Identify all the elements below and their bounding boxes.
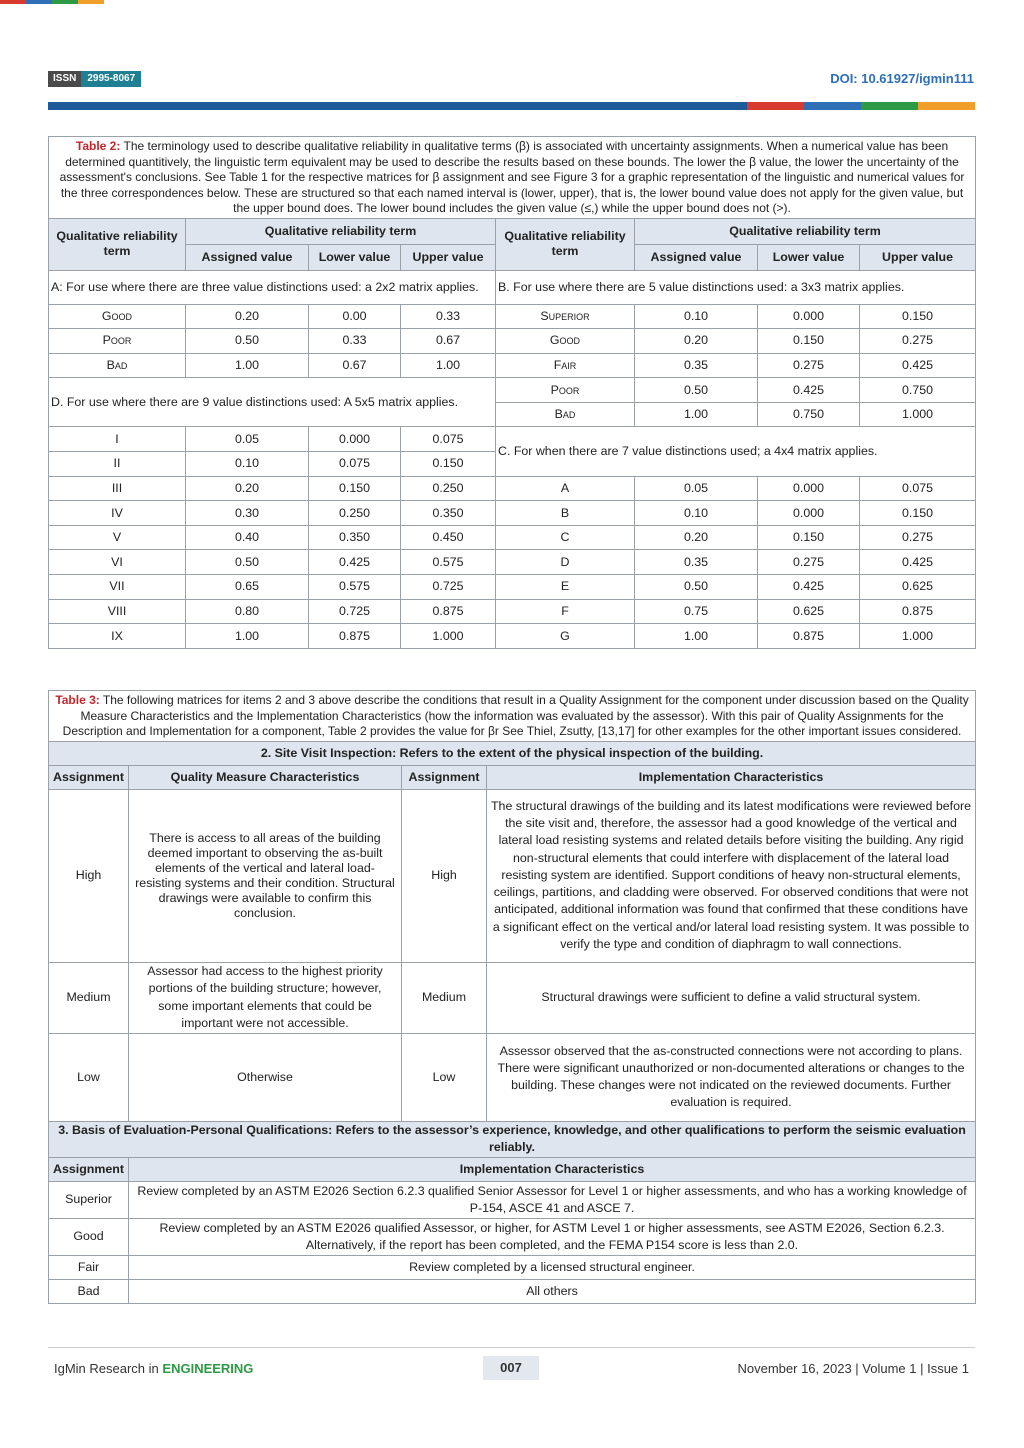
lower-cell: 0.00 xyxy=(309,304,401,329)
term-cell: IX xyxy=(49,624,186,649)
table-row xyxy=(49,962,976,1033)
assigned-cell: 0.10 xyxy=(635,304,758,329)
upper-cell: 0.725 xyxy=(401,575,496,600)
col-lower-right: Lower value xyxy=(758,244,860,270)
quality-cell: Otherwise xyxy=(129,1033,402,1121)
table-2-caption-text: The terminology used to describe qualitative reliability in qualitative terms (β) is associated with uncertainty assignments. When a numerical value has been determined quantitively, the linguistic term equivalent may be used to describe the results based on these bounds. The lower the β value, the lower the uncertainty of the assessment's conclusions. See Table 1 for the respective matrices for β assignment and see Figure 3 for a graphic representation of the linguistic and numerical values for the three correspondences below. These are structured so that each named interval is (lower, upper), that is, the lower bound value does not apply for the given value, but the upper bound does. The lower bound includes the given value (≤,) while the upper bound does not (>). xyxy=(59,139,965,215)
term-cell: E xyxy=(496,575,635,600)
lower-cell: 0.150 xyxy=(758,329,860,354)
upper-cell: 1.00 xyxy=(401,353,496,378)
implementation-cell: The structural drawings of the building and its latest modifications were reviewed before the site visit and, therefore, the assessor had a good knowledge of the vertical and lateral load resisting systems and related details before visiting the building. Any rigid non-structural elements that could interfere with displacement of the lateral load resisting system are identified. Support conditions of heavy non-structural elements, ceilings, partitions, and cladding were observed. For observed conditions that were not anticipated, additional information was found that confirmed that these conditions have a significant effect on the vertical and/or lateral load resisting system. It was possible to verify the type and condition of diaphragm to wall connections. xyxy=(487,789,976,962)
upper-cell: 0.450 xyxy=(401,525,496,550)
assigned-cell: 0.75 xyxy=(635,599,758,624)
assigned-cell: 1.00 xyxy=(635,402,758,427)
assigned-cell: 0.65 xyxy=(186,575,309,600)
term-cell: II xyxy=(49,452,186,477)
issn-value: 2995-8067 xyxy=(81,71,141,87)
table-3 xyxy=(48,690,976,1304)
assigned-cell: 0.80 xyxy=(186,599,309,624)
upper-cell: 0.625 xyxy=(860,575,976,600)
upper-cell: 0.575 xyxy=(401,550,496,575)
lower-cell: 0.350 xyxy=(309,525,401,550)
upper-cell: 0.425 xyxy=(860,353,976,378)
table-row xyxy=(49,599,976,624)
col-term-left: Qualitative reliability term xyxy=(49,218,186,270)
term-cell: Superior xyxy=(496,304,635,329)
section-b-title: B. For use where there are 5 value distinctions used: a 3x3 matrix applies. xyxy=(496,270,976,304)
col-group-right: Qualitative reliability term xyxy=(635,218,976,244)
journal-prefix: IgMin Research in xyxy=(54,1361,159,1376)
assigned-cell: 0.20 xyxy=(186,304,309,329)
table-3-caption xyxy=(49,691,976,742)
assigned-cell: 0.40 xyxy=(186,525,309,550)
upper-cell: 0.33 xyxy=(401,304,496,329)
lower-cell: 0.000 xyxy=(758,501,860,526)
lower-cell: 0.150 xyxy=(309,476,401,501)
table-row xyxy=(49,1218,976,1255)
lower-cell: 0.625 xyxy=(758,599,860,624)
assignment-cell: Good xyxy=(49,1218,129,1255)
col-implementation: Implementation Characteristics xyxy=(487,765,976,789)
term-cell: C xyxy=(496,525,635,550)
term-cell: Good xyxy=(49,304,186,329)
publication-date-volume: November 16, 2023 | Volume 1 | Issue 1 xyxy=(737,1361,969,1376)
quality-cell: Assessor had access to the highest priority portions of the building structure; however, some important elements that could be important were not accessible. xyxy=(129,962,402,1033)
upper-cell: 0.075 xyxy=(860,476,976,501)
assigned-cell: 0.05 xyxy=(186,427,309,452)
implementation-cell: Review completed by a licensed structural engineer. xyxy=(129,1255,976,1279)
assigned-cell: 0.10 xyxy=(186,452,309,477)
header-rule xyxy=(48,102,975,110)
assigned-cell: 0.30 xyxy=(186,501,309,526)
implementation-cell: Structural drawings were sufficient to define a valid structural system. xyxy=(487,962,976,1033)
term-cell: V xyxy=(49,525,186,550)
upper-cell: 0.875 xyxy=(401,599,496,624)
assigned-cell: 0.35 xyxy=(635,353,758,378)
assigned-cell: 0.10 xyxy=(635,501,758,526)
upper-cell: 0.350 xyxy=(401,501,496,526)
upper-cell: 0.075 xyxy=(401,427,496,452)
lower-cell: 0.67 xyxy=(309,353,401,378)
doi-link[interactable]: DOI: 10.61927/igmin111 xyxy=(830,71,974,86)
table-3-label: Table 3: xyxy=(55,693,100,707)
assigned-cell: 0.50 xyxy=(186,550,309,575)
upper-cell: 0.150 xyxy=(401,452,496,477)
table-row xyxy=(49,525,976,550)
col-lower-left: Lower value xyxy=(309,244,401,270)
col-group-left: Qualitative reliability term xyxy=(186,218,496,244)
assigned-cell: 1.00 xyxy=(635,624,758,649)
page-number: 007 xyxy=(483,1356,539,1380)
term-cell: Bad xyxy=(49,353,186,378)
table-row xyxy=(49,1255,976,1279)
journal-name xyxy=(54,1361,253,1376)
term-cell: D xyxy=(496,550,635,575)
assignment-cell: Medium xyxy=(402,962,487,1033)
table-row xyxy=(49,1033,976,1121)
col-quality: Quality Measure Characteristics xyxy=(129,765,402,789)
issn-label: ISSN xyxy=(48,71,81,87)
lower-cell: 0.875 xyxy=(309,624,401,649)
footer-divider xyxy=(48,1347,975,1348)
journal-field: ENGINEERING xyxy=(162,1361,254,1376)
lower-cell: 0.150 xyxy=(758,525,860,550)
top-color-strip xyxy=(0,0,104,4)
table-row xyxy=(49,501,976,526)
table-row xyxy=(49,329,976,354)
col-term-right: Qualitative reliability term xyxy=(496,218,635,270)
col-assigned-left: Assigned value xyxy=(186,244,309,270)
table-row xyxy=(49,353,976,378)
term-cell: Fair xyxy=(496,353,635,378)
lower-cell: 0.425 xyxy=(758,575,860,600)
assigned-cell: 1.00 xyxy=(186,624,309,649)
lower-cell: 0.750 xyxy=(758,402,860,427)
section-c-title: C. For when there are 7 value distinctions used; a 4x4 matrix applies. xyxy=(496,427,976,476)
lower-cell: 0.575 xyxy=(309,575,401,600)
upper-cell: 0.150 xyxy=(860,304,976,329)
assignment-cell: Superior xyxy=(49,1181,129,1218)
term-cell: VII xyxy=(49,575,186,600)
lower-cell: 0.425 xyxy=(309,550,401,575)
col-upper-right: Upper value xyxy=(860,244,976,270)
term-cell: A xyxy=(496,476,635,501)
assigned-cell: 0.05 xyxy=(635,476,758,501)
basis-col-assignment: Assignment xyxy=(49,1157,129,1181)
upper-cell: 0.425 xyxy=(860,550,976,575)
section-a-title: A: For use where there are three value distinctions used: a 2x2 matrix applies. xyxy=(49,270,496,304)
term-cell: B xyxy=(496,501,635,526)
term-cell: Good xyxy=(496,329,635,354)
term-cell: I xyxy=(49,427,186,452)
upper-cell: 0.875 xyxy=(860,599,976,624)
upper-cell: 0.250 xyxy=(401,476,496,501)
term-cell: IV xyxy=(49,501,186,526)
assignment-cell: High xyxy=(49,789,129,962)
term-cell: VIII xyxy=(49,599,186,624)
assigned-cell: 0.20 xyxy=(186,476,309,501)
upper-cell: 1.000 xyxy=(860,624,976,649)
assigned-cell: 0.50 xyxy=(635,575,758,600)
term-cell: G xyxy=(496,624,635,649)
implementation-cell: Review completed by an ASTM E2026 qualified Assessor, or higher, for ASTM Level 1 or higher assessments, see ASTM E2026, Section 6.2.3. Alternatively, if the report has been completed, and the FEMA P154 score is less than 2.0. xyxy=(129,1218,976,1255)
lower-cell: 0.000 xyxy=(309,427,401,452)
table-3-caption-text: The following matrices for items 2 and 3 above describe the conditions that result in a Quality Assignment for the component under discussion based on the Quality Measure Characteristics and the Implementation Characteristics (how the information was evaluated by the assessor). With this pair of Quality Assignments for the Description and Implementation for a component, Table 2 provides the value for βr See Thiel, Zsutty, [13,17] for other examples for the other important issues considered. xyxy=(62,693,969,738)
col-upper-left: Upper value xyxy=(401,244,496,270)
implementation-cell: All others xyxy=(129,1279,976,1303)
term-cell: Poor xyxy=(49,329,186,354)
table-2 xyxy=(48,136,976,649)
assignment-cell: Low xyxy=(402,1033,487,1121)
assignment-cell: Bad xyxy=(49,1279,129,1303)
col-assignment: Assignment xyxy=(49,765,129,789)
lower-cell: 0.000 xyxy=(758,476,860,501)
section-d-title: D. For use where there are 9 value distinctions used: A 5x5 matrix applies. xyxy=(49,378,496,427)
implementation-cell: Assessor observed that the as-constructed connections were not according to plans. There were significant unauthorized or non-documented alterations or changes to the building. These changes were not indicated on the reviewed documents. Further evaluation is required. xyxy=(487,1033,976,1121)
assigned-cell: 0.50 xyxy=(186,329,309,354)
implementation-cell: Review completed by an ASTM E2026 Section 6.2.3 qualified Senior Assessor for Level 1 or higher assessments, and who has a working knowledge of P-154, ASCE 41 and ASCE 7. xyxy=(129,1181,976,1218)
col-assignment-2: Assignment xyxy=(402,765,487,789)
assigned-cell: 0.50 xyxy=(635,378,758,403)
issn-badge xyxy=(48,71,141,87)
term-cell: F xyxy=(496,599,635,624)
lower-cell: 0.875 xyxy=(758,624,860,649)
lower-cell: 0.275 xyxy=(758,550,860,575)
assigned-cell: 1.00 xyxy=(186,353,309,378)
assigned-cell: 0.35 xyxy=(635,550,758,575)
term-cell: III xyxy=(49,476,186,501)
table-row xyxy=(49,427,976,452)
site-visit-title: 2. Site Visit Inspection: Refers to the extent of the physical inspection of the building. xyxy=(49,741,976,765)
assignment-cell: Fair xyxy=(49,1255,129,1279)
lower-cell: 0.33 xyxy=(309,329,401,354)
lower-cell: 0.075 xyxy=(309,452,401,477)
term-cell: Bad xyxy=(496,402,635,427)
assigned-cell: 0.20 xyxy=(635,525,758,550)
upper-cell: 0.275 xyxy=(860,525,976,550)
assigned-cell: 0.20 xyxy=(635,329,758,354)
col-assigned-right: Assigned value xyxy=(635,244,758,270)
table-row xyxy=(49,575,976,600)
assignment-cell: High xyxy=(402,789,487,962)
upper-cell: 0.750 xyxy=(860,378,976,403)
lower-cell: 0.000 xyxy=(758,304,860,329)
table-row xyxy=(49,550,976,575)
basis-title: 3. Basis of Evaluation-Personal Qualifications: Refers to the assessor’s experience, knowledge, and other qualifications to perform the seismic evaluation reliably. xyxy=(49,1121,976,1157)
upper-cell: 0.275 xyxy=(860,329,976,354)
quality-cell: There is access to all areas of the building deemed important to observing the as-built elements of the vertical and lateral load-resisting systems and their condition. Structural drawings were available to confirm this conclusion. xyxy=(129,789,402,962)
assignment-cell: Medium xyxy=(49,962,129,1033)
term-cell: VI xyxy=(49,550,186,575)
upper-cell: 1.000 xyxy=(860,402,976,427)
table-row xyxy=(49,378,976,403)
lower-cell: 0.425 xyxy=(758,378,860,403)
upper-cell: 0.67 xyxy=(401,329,496,354)
table-row xyxy=(49,304,976,329)
table-2-label: Table 2: xyxy=(75,139,121,153)
assignment-cell: Low xyxy=(49,1033,129,1121)
upper-cell: 0.150 xyxy=(860,501,976,526)
table-row xyxy=(49,476,976,501)
table-row xyxy=(49,789,976,962)
lower-cell: 0.275 xyxy=(758,353,860,378)
lower-cell: 0.250 xyxy=(309,501,401,526)
table-2-caption xyxy=(49,137,976,219)
basis-col-implementation: Implementation Characteristics xyxy=(129,1157,976,1181)
term-cell: Poor xyxy=(496,378,635,403)
upper-cell: 1.000 xyxy=(401,624,496,649)
table-row xyxy=(49,1279,976,1303)
table-row xyxy=(49,1181,976,1218)
table-row xyxy=(49,624,976,649)
lower-cell: 0.725 xyxy=(309,599,401,624)
